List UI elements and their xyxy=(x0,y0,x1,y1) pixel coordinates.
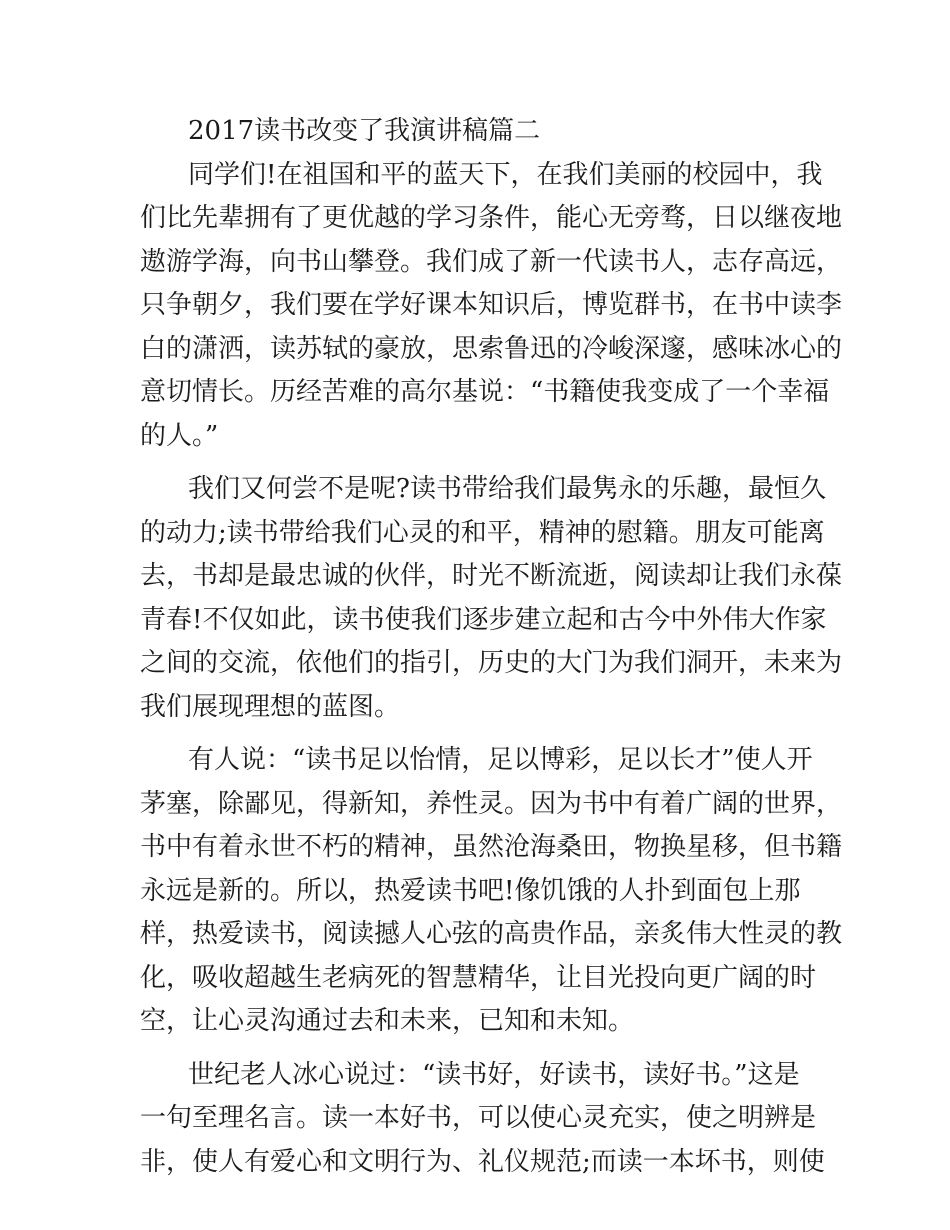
paragraph-line: 化，吸收超越生老病死的智慧精华，让目光投向更广阔的时 xyxy=(140,962,817,993)
paragraph-line: 意切情长。历经苦难的高尔基说：“书籍使我变成了一个幸福 xyxy=(140,377,830,407)
document-title: 2017读书改变了我演讲稿篇二 xyxy=(188,116,541,146)
paragraph-line: 一句至理名言。读一本好书，可以使心灵充实，使之明辨是 xyxy=(140,1103,817,1133)
paragraph-line: 书中有着永世不朽的精神，虽然沧海桑田，物换星移，但书籍 xyxy=(140,832,843,862)
paragraph-line: 样，热爱读书，阅读撼人心弦的高贵作品，亲炙伟大性灵的教 xyxy=(140,919,843,949)
paragraph-line: 遨游学海，向书山攀登。我们成了新一代读书人，志存高远， xyxy=(140,246,843,277)
paragraph-spacer xyxy=(140,458,820,468)
paragraph-line: 空，让心灵沟通过去和未来，已知和未知。 xyxy=(140,1006,635,1036)
paragraph-1 xyxy=(140,154,843,459)
paragraph-line: 茅塞，除鄙见，得新知，养性灵。因为书中有着广阔的世界， xyxy=(140,788,843,819)
paragraph-spacer xyxy=(140,729,820,739)
paragraph-line: 青春!不仅如此，读书使我们逐步建立起和古今中外伟大作家 xyxy=(140,604,827,635)
paragraph-line: 同学们!在祖国和平的蓝天下，在我们美丽的校园中，我 xyxy=(188,159,823,190)
paragraph-line: 我们展现理想的蓝图。 xyxy=(140,691,401,722)
paragraph-line: 我们又何尝不是呢?读书带给我们最隽永的乐趣，最恒久 xyxy=(188,474,826,504)
paragraph-line: 们比先辈拥有了更优越的学习条件，能心无旁骛，日以继夜地 xyxy=(140,203,843,233)
paragraph-line: 白的潇洒，读苏轼的豪放，思索鲁迅的冷峻深邃，感味冰心的 xyxy=(140,333,843,364)
paragraph-line: 之间的交流，依他们的指引，历史的大门为我们洞开，未来为 xyxy=(140,648,843,678)
paragraph-line: 的动力;读书带给我们心灵的和平，精神的慰籍。朋友可能离 xyxy=(140,517,825,548)
paragraph-line: 去，书却是最忠诚的伙伴，时光不断流逝，阅读却让我们永葆 xyxy=(140,561,843,591)
document-body xyxy=(140,110,843,1184)
paragraph-line: 只争朝夕，我们要在学好课本知识后，博览群书，在书中读李 xyxy=(140,290,843,320)
paragraph-2 xyxy=(140,468,843,729)
paragraph-4 xyxy=(140,1054,825,1185)
paragraph-line: 永远是新的。所以，热爱读书吧!像饥饿的人扑到面包上那 xyxy=(140,875,801,906)
paragraph-line: 有人说：“读书足以怡情，足以博彩，足以长才”使人开 xyxy=(188,745,813,775)
paragraph-line: 的人。” xyxy=(140,420,219,451)
paragraph-line: 非，使人有爱心和文明行为、礼仪规范;而读一本坏书，则使 xyxy=(140,1146,825,1177)
paragraph-spacer xyxy=(140,1044,820,1054)
paragraph-line: 世纪老人冰心说过：“读书好，好读书，读好书。”这是 xyxy=(188,1059,800,1090)
paragraph-3 xyxy=(140,739,843,1044)
